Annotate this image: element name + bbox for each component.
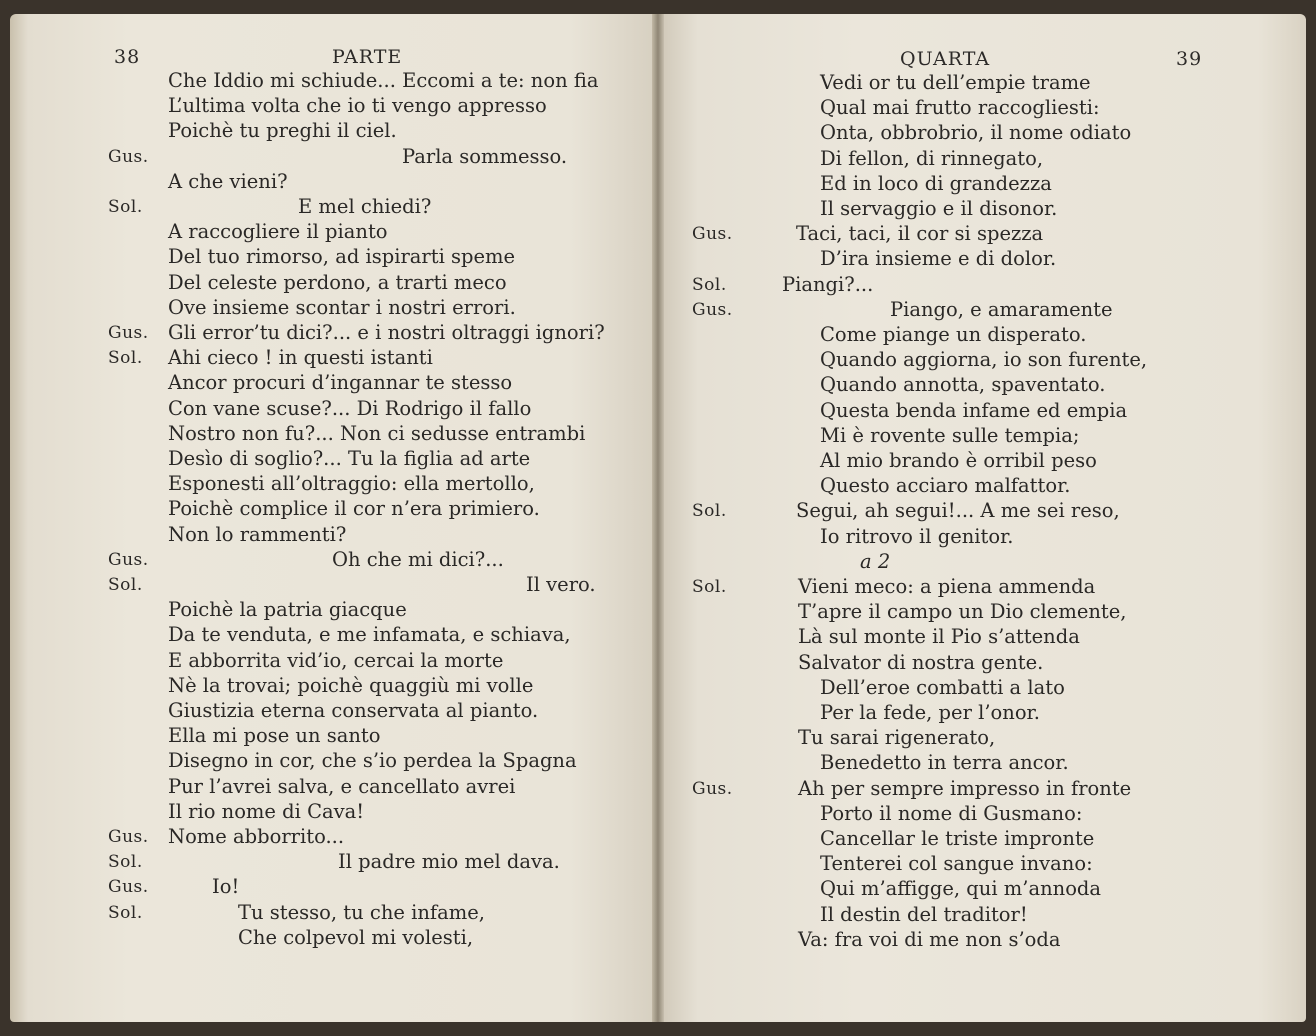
verse-line: Qui m’affigge, qui m’annoda [820,877,1102,901]
speaker-label: Sol. [108,348,143,369]
verse-line: Del celeste perdono, a trarti meco [168,270,507,294]
verse-line: Vieni meco: a piena ammenda [798,575,1096,598]
verse-line: Con vane scuse?... Di Rodrigo il fallo [168,396,532,420]
verse-line: Disegno in cor, che s’io perdea la Spagna [168,749,577,773]
verse-line: Onta, obbrobrio, il nome odiato [820,121,1132,145]
verse-line: Che Iddio mi schiude... Eccomi a te: non fia [168,69,599,92]
verse-line: Mi è rovente sulle tempia; [820,423,1080,447]
verse-line: Poichè tu preghi il ciel. [168,119,397,143]
book-gutter [652,14,664,1022]
verse-line: Tu sarai rigenerato, [798,726,996,750]
verse-line: Io! [212,875,240,899]
running-head-right: QUARTA [900,48,991,70]
verse-line: Ella mi pose un santo [168,724,381,748]
verse-line: Cancellar le triste impronte [820,827,1095,850]
verse-line: Il rio nome di Cava! [168,799,365,823]
verse-line: Ancor procuri d’ingannar te stesso [168,371,513,395]
verse-line: Esponesti all’oltraggio: ella mertollo, [168,472,535,496]
speaker-label: Sol. [692,274,727,295]
page-number-left: 38 [114,46,141,68]
verse-line: Dell’eroe combatti a lato [820,675,1065,699]
verse-line: Questo acciaro malfattor. [820,474,1071,498]
verse-line: Benedetto in terra ancor. [820,751,1069,775]
verse-line: Poichè complice il cor n’era primiero. [168,497,540,521]
verse-line: Il servaggio e il disonor. [820,197,1058,220]
verse-line: Per la fede, per l’onor. [820,701,1040,724]
verse-line: T’apre il campo un Dio clemente, [798,600,1127,624]
verse-line: Qual mai frutto raccogliesti: [820,96,1100,120]
verse-line: Gli error’tu dici?... e i nostri oltraggi ignori? [168,321,605,344]
verse-line: Giustizia eterna conservata al pianto. [168,699,539,722]
verse-line: Là sul monte il Pio s’attenda [798,625,1080,649]
running-head-left: PARTE [332,46,403,68]
verse-line: Ed in loco di grandezza [820,171,1052,195]
verse-line: Segui, ah segui!... A me sei reso, [796,499,1120,523]
speaker-label: Gus. [108,549,149,570]
verse-line: Io ritrovo il genitor. [820,524,1014,548]
verse-line: Piango, e amaramente [890,297,1113,321]
speaker-label: Gus. [108,323,149,343]
verse-line: Ah per sempre impresso in fronte [798,776,1132,800]
speaker-label: Gus. [692,299,733,320]
verse-line: Piangi?... [782,272,874,296]
speaker-label: Sol. [108,902,143,923]
speaker-label: Gus. [108,877,149,898]
verse-line: Questa benda infame ed empia [820,398,1128,422]
speaker-label: Sol. [108,852,143,873]
verse-line: Vedi or tu dell’empie trame [820,71,1091,94]
right-page [658,14,1306,1022]
verse-line: Tenterei col sangue invano: [820,852,1093,876]
verse-line: Salvator di nostra gente. [798,650,1044,674]
verse-line: Tu stesso, tu che infame, [238,900,485,924]
verse-line: Del tuo rimorso, ad ispirarti speme [168,245,516,269]
left-page [10,14,658,1022]
verse-line: E mel chiedi? [298,195,432,218]
verse-line: Come piange un disperato. [820,323,1087,346]
verse-line: Nome abborrito... [168,825,345,848]
verse-line: A raccogliere il pianto [168,220,388,244]
speaker-label: Gus. [108,146,149,167]
speaker-label: Sol. [108,197,143,217]
speaker-label: Sol. [108,575,143,595]
verse-line: Il padre mio mel dava. [338,850,560,874]
verse-line: D’ira insieme e di dolor. [820,247,1057,271]
verse-line: Oh che mi dici?... [332,547,504,571]
verse-line: Nè la trovai; poichè quaggiù mi volle [168,673,534,697]
page-number-right: 39 [1176,48,1203,70]
verse-line: Al mio brando è orribil peso [820,449,1097,472]
verse-line: Di fellon, di rinnegato, [820,146,1044,170]
verse-line: Quando annotta, spaventato. [820,373,1106,397]
speaker-label: Sol. [692,577,727,597]
verse-line: Poichè la patria giacque [168,598,407,622]
speaker-label: Gus. [692,224,733,245]
speaker-label: Sol. [692,501,727,522]
verse-line: a 2 [860,549,891,573]
verse-line: Da te venduta, e me infamata, e schiava, [168,623,571,647]
verse-line: Il vero. [526,573,596,596]
verse-line: Non lo rammenti? [168,522,347,546]
verse-line: Che colpevol mi volesti, [238,925,474,949]
verse-line: Va: fra voi di me non s’oda [798,927,1061,951]
verse-line: Il destin del traditor! [820,902,1028,926]
speaker-label: Gus. [108,827,149,847]
verse-line: L’ultima volta che io ti vengo appresso [168,94,547,118]
verse-line: Desìo di soglio?... Tu la figlia ad arte [168,447,531,470]
verse-line: Quando aggiorna, io son furente, [820,348,1148,372]
verse-line: Ove insieme scontar i nostri errori. [168,295,516,319]
verse-line: E abborrita vid’io, cercai la morte [168,648,504,672]
verse-line: Pur l’avrei salva, e cancellato avrei [168,774,516,798]
verse-line: Nostro non fu?... Non ci sedusse entrambi [168,421,586,445]
speaker-label: Gus. [692,778,733,799]
verse-line: Ahi cieco ! in questi istanti [168,346,433,370]
verse-line: Porto il nome di Gusmano: [820,801,1083,825]
verse-line: Taci, taci, il cor si spezza [796,222,1044,246]
verse-line: Parla sommesso. [402,144,568,168]
verse-line: A che vieni? [168,169,288,193]
